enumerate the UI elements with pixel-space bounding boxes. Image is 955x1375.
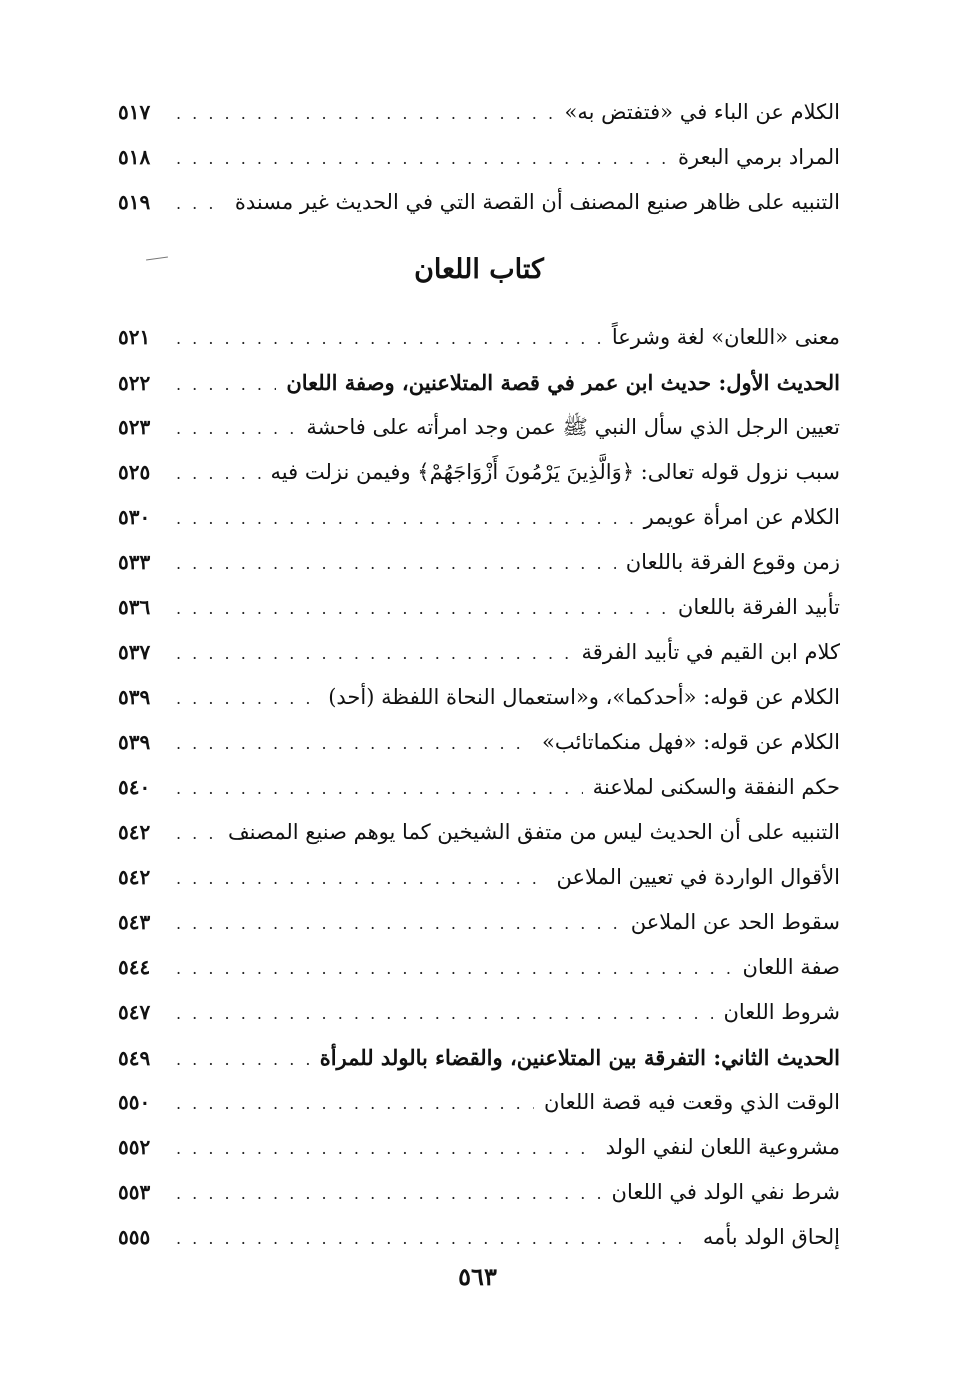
toc-entry-title: صفة اللعان <box>742 955 840 979</box>
toc-entry-page: ٥٣٩ <box>118 685 151 709</box>
toc-entry-page: ٥٣٣ <box>118 550 151 574</box>
toc-entry <box>118 360 840 405</box>
toc-entry-page: ٥٤٢ <box>118 820 151 844</box>
toc-entry <box>118 1215 840 1260</box>
toc-entry <box>118 540 840 585</box>
dot-leader <box>176 721 532 766</box>
toc-entry-page: ٥٤٤ <box>118 955 151 979</box>
toc-entry-page: ٥١٨ <box>118 145 151 169</box>
toc-entry-page: ٥٤٧ <box>118 1000 151 1024</box>
toc-entry-title: إلحاق الولد بأمه <box>702 1225 840 1249</box>
toc-entry <box>118 765 840 810</box>
toc-list-main <box>118 315 840 1260</box>
dot-leader <box>176 362 276 407</box>
dot-leader <box>176 1126 596 1171</box>
toc-entry-title: التنبيه على أن الحديث ليس من متفق الشيخين كما يوهم صنيع المصنف <box>227 820 840 844</box>
dot-leader <box>176 1171 602 1216</box>
toc-entry-title: الحديث الأول: حديث ابن عمر في قصة المتلاعنين، وصفة اللعان <box>286 370 840 395</box>
toc-entry-title: حكم النفقة والسكنى لملاعنة <box>592 775 840 799</box>
toc-entry-page: ٥١٩ <box>118 190 151 214</box>
toc-entry-page: ٥٢١ <box>118 325 151 349</box>
dot-leader <box>176 406 296 451</box>
toc-entry <box>118 720 840 765</box>
toc-entry <box>118 585 840 630</box>
toc-entry <box>118 1125 840 1170</box>
toc-entry <box>118 900 840 945</box>
toc-entry <box>118 1170 840 1215</box>
toc-entry <box>118 810 840 855</box>
dot-leader <box>176 946 732 991</box>
toc-entry <box>118 495 840 540</box>
toc-entry-page: ٥٥٠ <box>118 1090 151 1114</box>
toc-entry-page: ٥٣٠ <box>118 505 151 529</box>
toc-entry <box>118 450 840 495</box>
toc-entry <box>118 945 840 990</box>
dot-leader <box>176 181 225 226</box>
toc-entry-title: معنى «اللعان» لغة وشرعاً <box>611 325 840 349</box>
toc-entry <box>118 990 840 1035</box>
toc-entry-title: الكلام عن قوله: «أحدكما»، و«استعمال النحاة اللفظة (أحد) <box>328 685 840 709</box>
toc-entry <box>118 855 840 900</box>
toc-entry-title: سقوط الحد عن الملاعن <box>630 910 840 934</box>
toc-list-top <box>118 90 840 225</box>
toc-entry <box>118 630 840 675</box>
toc-entry-title: المراد برمي البعرة <box>678 145 840 169</box>
table-of-contents <box>118 90 840 1260</box>
section-heading: كتاب اللعان <box>414 254 544 285</box>
toc-entry <box>118 315 840 360</box>
dot-leader <box>176 1081 534 1126</box>
toc-entry-title: التنبيه على ظاهر صنيع المصنف أن القصة التي في الحديث غير مسندة <box>234 190 840 214</box>
toc-entry-title: سبب نزول قوله تعالى: ﴿وَالَّذِينَ يَرْمُونَ أَزْوَاجَهُمْ﴾ وفيمن نزلت فيه <box>270 460 840 484</box>
toc-entry <box>118 675 840 720</box>
toc-entry-page: ٥٣٧ <box>118 640 151 664</box>
dot-leader <box>176 631 572 676</box>
toc-entry-page: ٥٤٠ <box>118 775 151 799</box>
dot-leader <box>176 91 554 136</box>
toc-entry-title: الحديث الثاني: التفرقة بين المتلاعنين، والقضاء بالولد للمرأة <box>319 1045 840 1070</box>
toc-entry-page: ٥٤٣ <box>118 910 151 934</box>
toc-entry-page: ٥٢٥ <box>118 460 151 484</box>
dot-leader <box>176 1037 310 1082</box>
toc-entry-page: ٥٢٣ <box>118 415 151 439</box>
dot-leader <box>176 541 616 586</box>
toc-entry-title: تعيين الرجل الذي سأل النبي ﷺ عمن وجد امرأته على فاحشة <box>306 415 840 439</box>
toc-entry-page: ٥٥٥ <box>118 1225 151 1249</box>
toc-entry-title: شرط نفي الولد في اللعان <box>611 1180 840 1204</box>
page-number: ٥٦٣ <box>458 1262 497 1291</box>
toc-entry-title: الكلام عن الباء في «فتفتض به» <box>564 100 840 124</box>
dot-leader <box>176 856 547 901</box>
toc-entry-page: ٥٥٢ <box>118 1135 151 1159</box>
toc-entry-title: تأبيد الفرقة باللعان <box>677 595 840 619</box>
toc-entry-title: الكلام عن امرأة عويمر <box>643 505 840 529</box>
toc-entry-title: الكلام عن قوله: «فهل منكماتائب» <box>542 730 840 754</box>
toc-entry-title: زمن وقوع الفرقة باللعان <box>625 550 840 574</box>
dot-leader <box>176 136 668 181</box>
toc-entry <box>118 1080 840 1125</box>
toc-entry-page: ٥٣٦ <box>118 595 151 619</box>
dot-leader <box>176 766 583 811</box>
toc-entry <box>118 135 840 180</box>
dot-leader <box>176 316 602 361</box>
toc-entry-title: الوقت الذي وقعت فيه قصة اللعان <box>543 1090 840 1114</box>
toc-entry-page: ٥١٧ <box>118 100 151 124</box>
toc-entry-page: ٥٥٣ <box>118 1180 151 1204</box>
toc-entry <box>118 180 840 225</box>
dot-leader <box>176 676 318 721</box>
toc-entry-title: الأقوال الواردة في تعيين الملاعن <box>556 865 840 889</box>
toc-entry <box>118 1035 840 1080</box>
toc-entry-page: ٥٣٩ <box>118 730 151 754</box>
toc-entry-title: مشروعية اللعان لنفي الولد <box>605 1135 840 1159</box>
toc-entry <box>118 405 840 450</box>
dot-leader <box>176 811 218 856</box>
dot-leader <box>176 451 261 496</box>
toc-entry-title: شروط اللعان <box>723 1000 840 1024</box>
toc-entry <box>118 90 840 135</box>
dot-leader <box>176 586 668 631</box>
dot-leader <box>176 991 713 1036</box>
toc-entry-page: ٥٢٢ <box>118 371 151 395</box>
toc-entry-page: ٥٤٩ <box>118 1046 151 1070</box>
toc-entry-title: كلام ابن القيم في تأبيد الفرقة <box>581 640 840 664</box>
toc-entry-page: ٥٤٢ <box>118 865 151 889</box>
dot-leader <box>176 1216 693 1261</box>
dot-leader <box>176 901 621 946</box>
dot-leader <box>176 496 634 541</box>
